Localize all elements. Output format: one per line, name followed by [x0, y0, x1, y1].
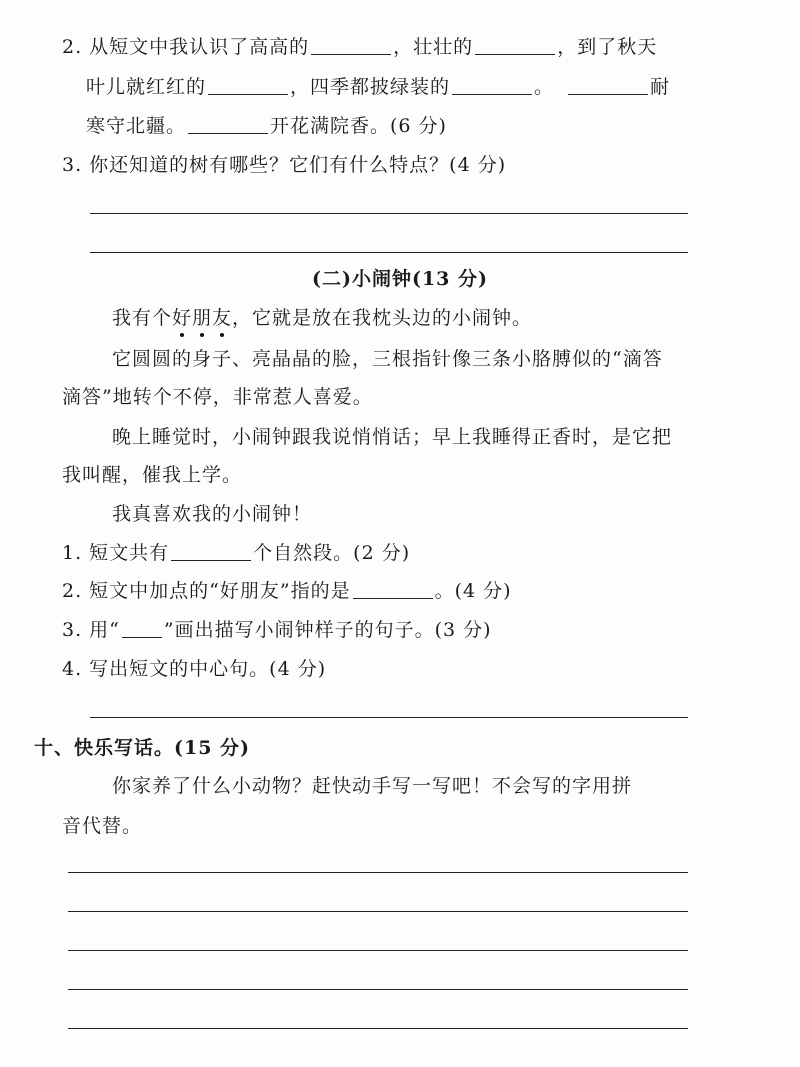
- prompt-line-1: 你家养了什么小动物？赶快动手写一写吧！不会写的字用拼: [112, 775, 633, 797]
- answer-line[interactable]: [90, 213, 688, 214]
- passage-title: (二)小闹钟(13 分): [311, 268, 488, 290]
- paragraph-4: 我真喜欢我的小闹钟！: [112, 503, 313, 525]
- answer-blank[interactable]: [568, 76, 648, 95]
- answer-line[interactable]: [90, 717, 688, 718]
- paragraph-3-line-1: 晚上睡觉时，小闹钟跟我说悄悄话；早上我睡得正香时，是它把: [112, 426, 673, 448]
- section-title: 十、快乐写话。(15 分): [34, 737, 251, 759]
- answer-blank[interactable]: [208, 76, 288, 95]
- question-2-line-1: 2. 从短文中我认识了高高的 ，壮壮的 ，到了秋天: [62, 36, 658, 58]
- question-3: 3. 你还知道的树有哪些？它们有什么特点？(4 分): [62, 154, 507, 176]
- paragraph-2-line-1: 它圆圆的身子、亮晶晶的脸，三根指针像三条小胳膊似的“滴答: [112, 348, 663, 370]
- answer-line[interactable]: [90, 252, 688, 253]
- writing-line[interactable]: [68, 989, 688, 990]
- answer-blank[interactable]: [475, 36, 555, 55]
- dotted-emphasis: 好朋友: [172, 305, 232, 331]
- paragraph-1: 我有个好朋友 ，它就是放在我枕头边的小闹钟。: [112, 305, 532, 331]
- question-3: 3. 用“ ”画出描写小闹钟样子的句子。(3 分): [62, 619, 492, 641]
- emphasis-dot: [200, 333, 204, 337]
- prompt-line-2: 音代替。: [62, 815, 143, 837]
- answer-blank[interactable]: [311, 36, 391, 55]
- emphasis-dot: [220, 333, 224, 337]
- question-2-line-2: 叶儿就红红的 ，四季都披绿装的 。 耐: [86, 76, 671, 98]
- emphasis-dot: [180, 333, 184, 337]
- answer-blank[interactable]: [353, 580, 433, 599]
- answer-blank[interactable]: [171, 542, 251, 561]
- writing-line[interactable]: [68, 1028, 688, 1029]
- paragraph-2-line-2: 滴答”地转个不停，非常惹人喜爱。: [62, 386, 373, 408]
- paragraph-3-line-2: 我叫醒，催我上学。: [62, 464, 243, 486]
- question-4: 4. 写出短文的中心句。(4 分): [62, 658, 327, 680]
- question-1: 1. 短文共有 个自然段。(2 分): [62, 542, 411, 564]
- answer-blank[interactable]: [452, 76, 532, 95]
- question-2: 2. 短文中加点的“好朋友”指的是 。(4 分): [62, 580, 512, 602]
- writing-line[interactable]: [68, 911, 688, 912]
- underline-sample: [122, 619, 162, 638]
- question-2-line-3: 寒守北疆。 开花满院香。(6 分): [86, 115, 447, 137]
- answer-blank[interactable]: [188, 115, 268, 134]
- writing-line[interactable]: [68, 950, 688, 951]
- writing-line[interactable]: [68, 872, 688, 873]
